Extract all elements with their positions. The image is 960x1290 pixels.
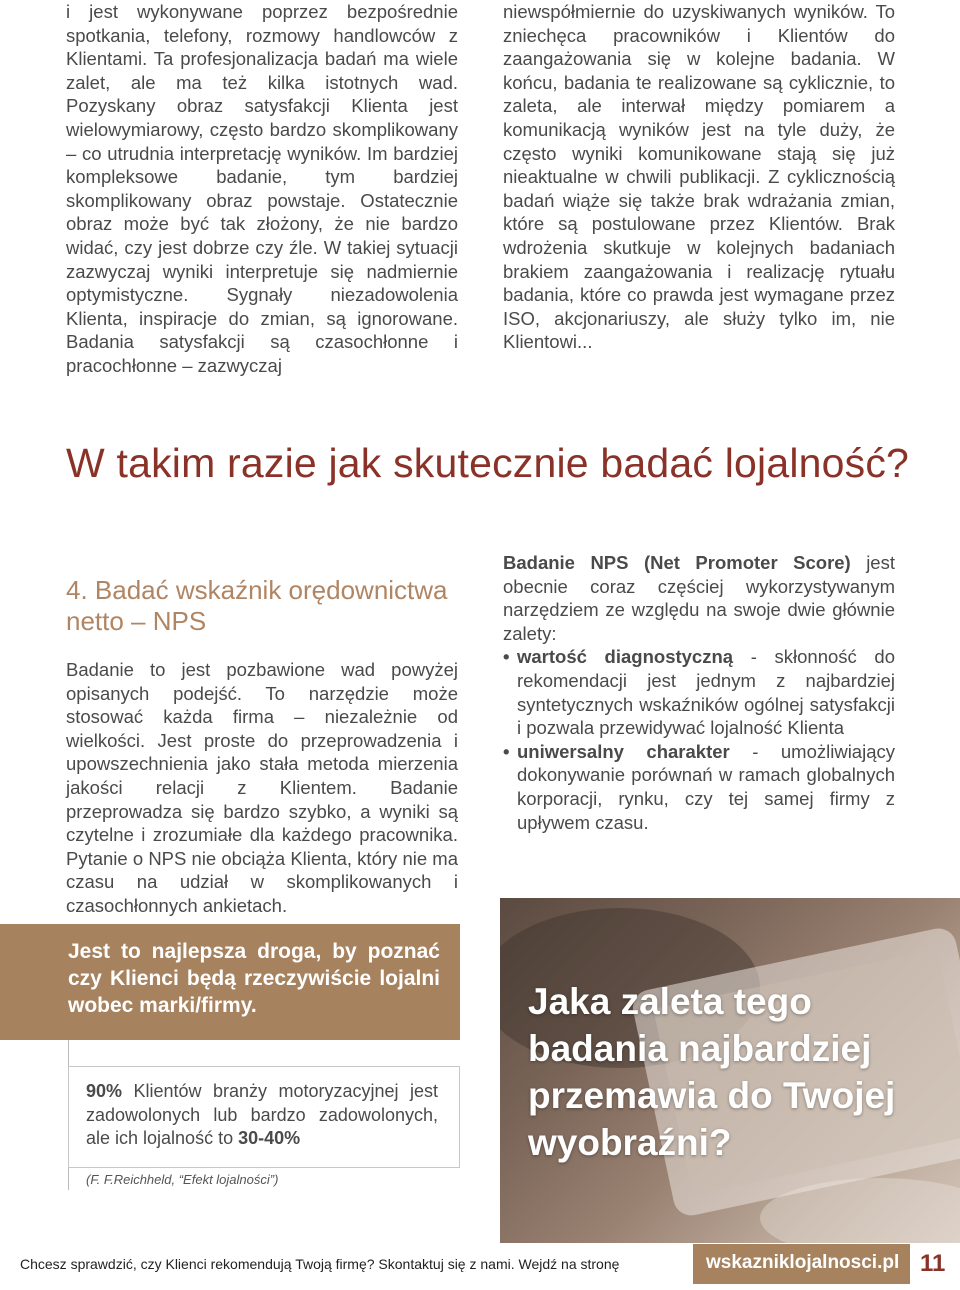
right-top-column [503,0,895,354]
bullet-bold: uniwersalny charakter [517,740,730,762]
stat-percent: 90% [86,1081,123,1101]
bullet-icon: • [503,646,510,668]
promo-text: Jest to najlepsza droga, by poznać czy Klienci będą rzeczywiście lojalni wobec marki/firmy. [68,940,440,1017]
nps-column [503,551,895,834]
section-body [66,658,458,918]
page-number: 11 [920,1250,946,1277]
bullet-rest: - skłonność do rekomendacji jest jednym z najbardziej syntetycznych wskaźników ogólnej satysfakcji i pozwala przewidywać lojalność Klienta [517,646,895,739]
right-top-paragraph: niewspółmiernie do uzyskiwanych wyników. To zniechęca pracowników i Klientów do zaangażowania się w kolejne badania. W końcu, badania te realizowane są cyklicznie, to zaleta, ale interwał między pomiarem a komunikacją wyników jest na tyle duży, że często wyniki komunikowane stają się już nieaktualne w chwili publikacji. Z cyklicznością badań wiąże się także brak wdrażania zmian, które są postulowane przez Klientów. Brak wdrożenia skutkuje w kolejnych badaniach brakiem zaangażowania i realizację rytuału badania, które co prawda jest wymagane przez ISO, akcjonariuszy, ale służy tylko im, nie Klientowi... [503,1,895,353]
stat-description: Klientów branży motoryzacyjnej jest zadowolonych lub bardzo zadowolonych, ale ich lojalność to [86,1081,438,1148]
stat-range: 30-40% [238,1128,301,1148]
list-item [503,740,895,834]
headline: W takim razie jak skutecznie badać lojalność? [66,440,910,486]
section-title: 4. Badać wskaźnik orędownictwa netto – NPS [66,575,448,636]
bullet-bold: wartość diagnostyczną [517,646,734,668]
bullet-icon: • [503,740,510,762]
list-item [503,645,895,739]
bullet-rest: - umożliwiający dokonywanie porównań w ramach globalnych korporacji, rynku, czy tej samej firmy z upływem czasu. [517,740,895,833]
source-citation: (F. F.Reichheld, “Efekt lojalności”) [86,1172,279,1187]
photo-caption: Jaka zaleta tego badania najbardziej przemawia do Twojej wyobraźni? [528,981,896,1163]
nps-intro-bold: Badanie NPS (Net Promoter Score) [503,552,851,573]
nps-intro [503,551,895,645]
section-body-text: Badanie to jest pozbawione wad powyżej opisanych podejść. To narzędzie może stosować każda firma – niezależnie od wielkości. Jest proste do przeprowadzenia i upowszechnienia jako stała metoda mierzenia jakości relacji z Klientem. Badanie przeprowadza się bardzo szybko, a wyniki są czytelne i zrozumiałe dla każdego pracownika. Pytanie o NPS nie obciąża Klienta, który nie ma czasu na udział w skomplikowanych i czasochłonnych ankietach. [66,659,458,916]
left-top-column [66,0,458,378]
nps-benefits-list [503,645,895,834]
stat-text [86,1080,438,1151]
nps-intro-rest: jest obecnie coraz częściej wykorzystywanym narzędziem ze względu na swoje dwie głównie zalety: [503,552,895,644]
website-link[interactable]: wskazniklojalnosci.pl [706,1252,900,1273]
left-top-paragraph: i jest wykonywane poprzez bezpośrednie spotkania, telefony, rozmowy handlowców z Klientami. Ta profesjonalizacja badań ma wiele zalet, ale ma też kilka istotnych wad. Pozyskany obraz satysfakcji Klienta jest wielowymiarowy, często bardzo skomplikowany – co utrudnia interpretację wyników. Im bardziej kompleksowe badanie, tym bardziej skomplikowany obraz powstaje. Ostatecznie obraz może być tak złożony, że nie bardzo widać, czy jest dobrze czy źle. W takiej sytuacji zazwyczaj wyniki interpretuje się nadmiernie optymistyczne. Sygnały niezadowolenia Klienta, inspiracje do zmian, są ignorowane. Badania satysfakcji są czasochłonne i pracochłonne – zazwyczaj [66,1,458,376]
footer-text: Chcesz sprawdzić, czy Klienci rekomendują Twoją firmę? Skontaktuj się z nami. Wejdź na stronę [20,1256,620,1272]
